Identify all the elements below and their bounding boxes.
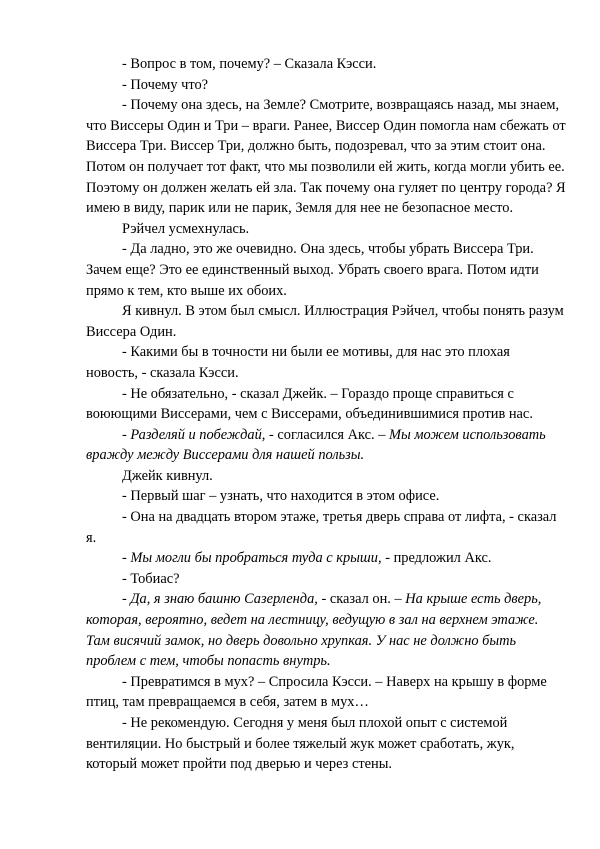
paragraph bbox=[86, 95, 570, 219]
narration-line: Джейк кивнул. bbox=[122, 467, 213, 484]
paragraph bbox=[86, 672, 564, 713]
dialogue-line: - Не обязательно, - сказал Джейк. – Гораздо проще справиться с воюющими Виссерами, чем с Виссерами, объединившимися против нас. bbox=[86, 385, 533, 423]
dialogue-line: - Почему она здесь, на Земле? Смотрите, возвращаясь назад, мы знаем, что Виссеры Один и Три – враги. Ранее, Виссер Один помогла нам сбежать от Виссера Три. Виссер Три, должно быть, подозревал, что за этим стоит она. Потом он получает тот факт, что мы позволили ей жить, когда могли убить ее. Поэтому он должен желать ей зла. Так почему она гуляет по центру города? Я имею в виду, парик или не парик, Земля для нее не безопасное место. bbox=[86, 97, 566, 217]
dialogue-line: - Почему что? bbox=[122, 76, 209, 93]
paragraph bbox=[86, 466, 564, 487]
paragraph bbox=[86, 219, 564, 240]
dialogue-line: - Она на двадцать втором этаже, третья дверь справа от лифта, - сказал я. bbox=[86, 509, 557, 546]
paragraph bbox=[86, 384, 564, 425]
paragraph bbox=[86, 589, 564, 671]
dialogue-line: - Первый шаг – узнать, что находится в этом офисе. bbox=[122, 488, 440, 505]
paragraph bbox=[86, 54, 564, 75]
thought-speech: На крыше есть дверь, которая, вероятно, ведет на лестницу, ведущую в зал на верхнем этаже. Там висячий замок, но дверь довольно хрупкая. У нас не должно быть проблем с тем, чтобы попасть внутрь. bbox=[86, 591, 542, 670]
paragraph bbox=[86, 301, 570, 342]
paragraph bbox=[86, 239, 564, 301]
speech-attribution: - сказал он. – bbox=[317, 591, 406, 608]
speech-attribution: - согласился Акс. – bbox=[265, 426, 390, 443]
dialogue-line: - Превратимся в мух? – Спросила Кэсси. – Наверх на крышу в форме птиц, там превращаемся в себя, затем в мух… bbox=[86, 673, 547, 711]
paragraph bbox=[86, 486, 564, 507]
dialogue-line: - Вопрос в том, почему? – Сказала Кэсси. bbox=[122, 56, 377, 72]
thought-speech: Мы можем использовать вражду между Виссерами для нашей пользы. bbox=[86, 426, 546, 464]
narration-line: Я кивнул. В этом был смысл. Иллюстрация Рэйчел, чтобы понять разум Виссера Один. bbox=[86, 303, 564, 340]
dialogue-line: - Тобиас? bbox=[122, 570, 180, 587]
paragraph bbox=[86, 569, 564, 590]
dialogue-line: - Не рекомендую. Сегодня у меня был плохой опыт с системой вентиляции. Но быстрый и более тяжелый жук может сработать, жук, который может пройти под дверью и через стены. bbox=[86, 715, 515, 773]
thought-speech: - Разделяй и побеждай, bbox=[122, 426, 266, 443]
thought-speech: - Да, я знаю башню Сазерленда, bbox=[122, 591, 318, 608]
thought-speech: - Мы могли бы пробраться туда с крыши, bbox=[122, 550, 382, 567]
paragraph bbox=[86, 75, 564, 96]
speech-attribution: - предложил Акс. bbox=[381, 550, 492, 567]
paragraph bbox=[86, 713, 564, 775]
paragraph bbox=[86, 507, 564, 548]
paragraph bbox=[86, 342, 564, 383]
dialogue-line: - Да ладно, это же очевидно. Она здесь, чтобы убрать Виссера Три. Зачем еще? Это ее единственный выход. Убрать своего врага. Потом идти прямо к тем, кто выше их обоих. bbox=[86, 241, 539, 299]
paragraph bbox=[86, 548, 564, 569]
narration-line: Рэйчел усмехнулась. bbox=[122, 220, 250, 237]
paragraph bbox=[86, 425, 564, 466]
dialogue-line: - Какими бы в точности ни были ее мотивы, для нас это плохая новость, - сказала Кэсси. bbox=[86, 344, 510, 381]
